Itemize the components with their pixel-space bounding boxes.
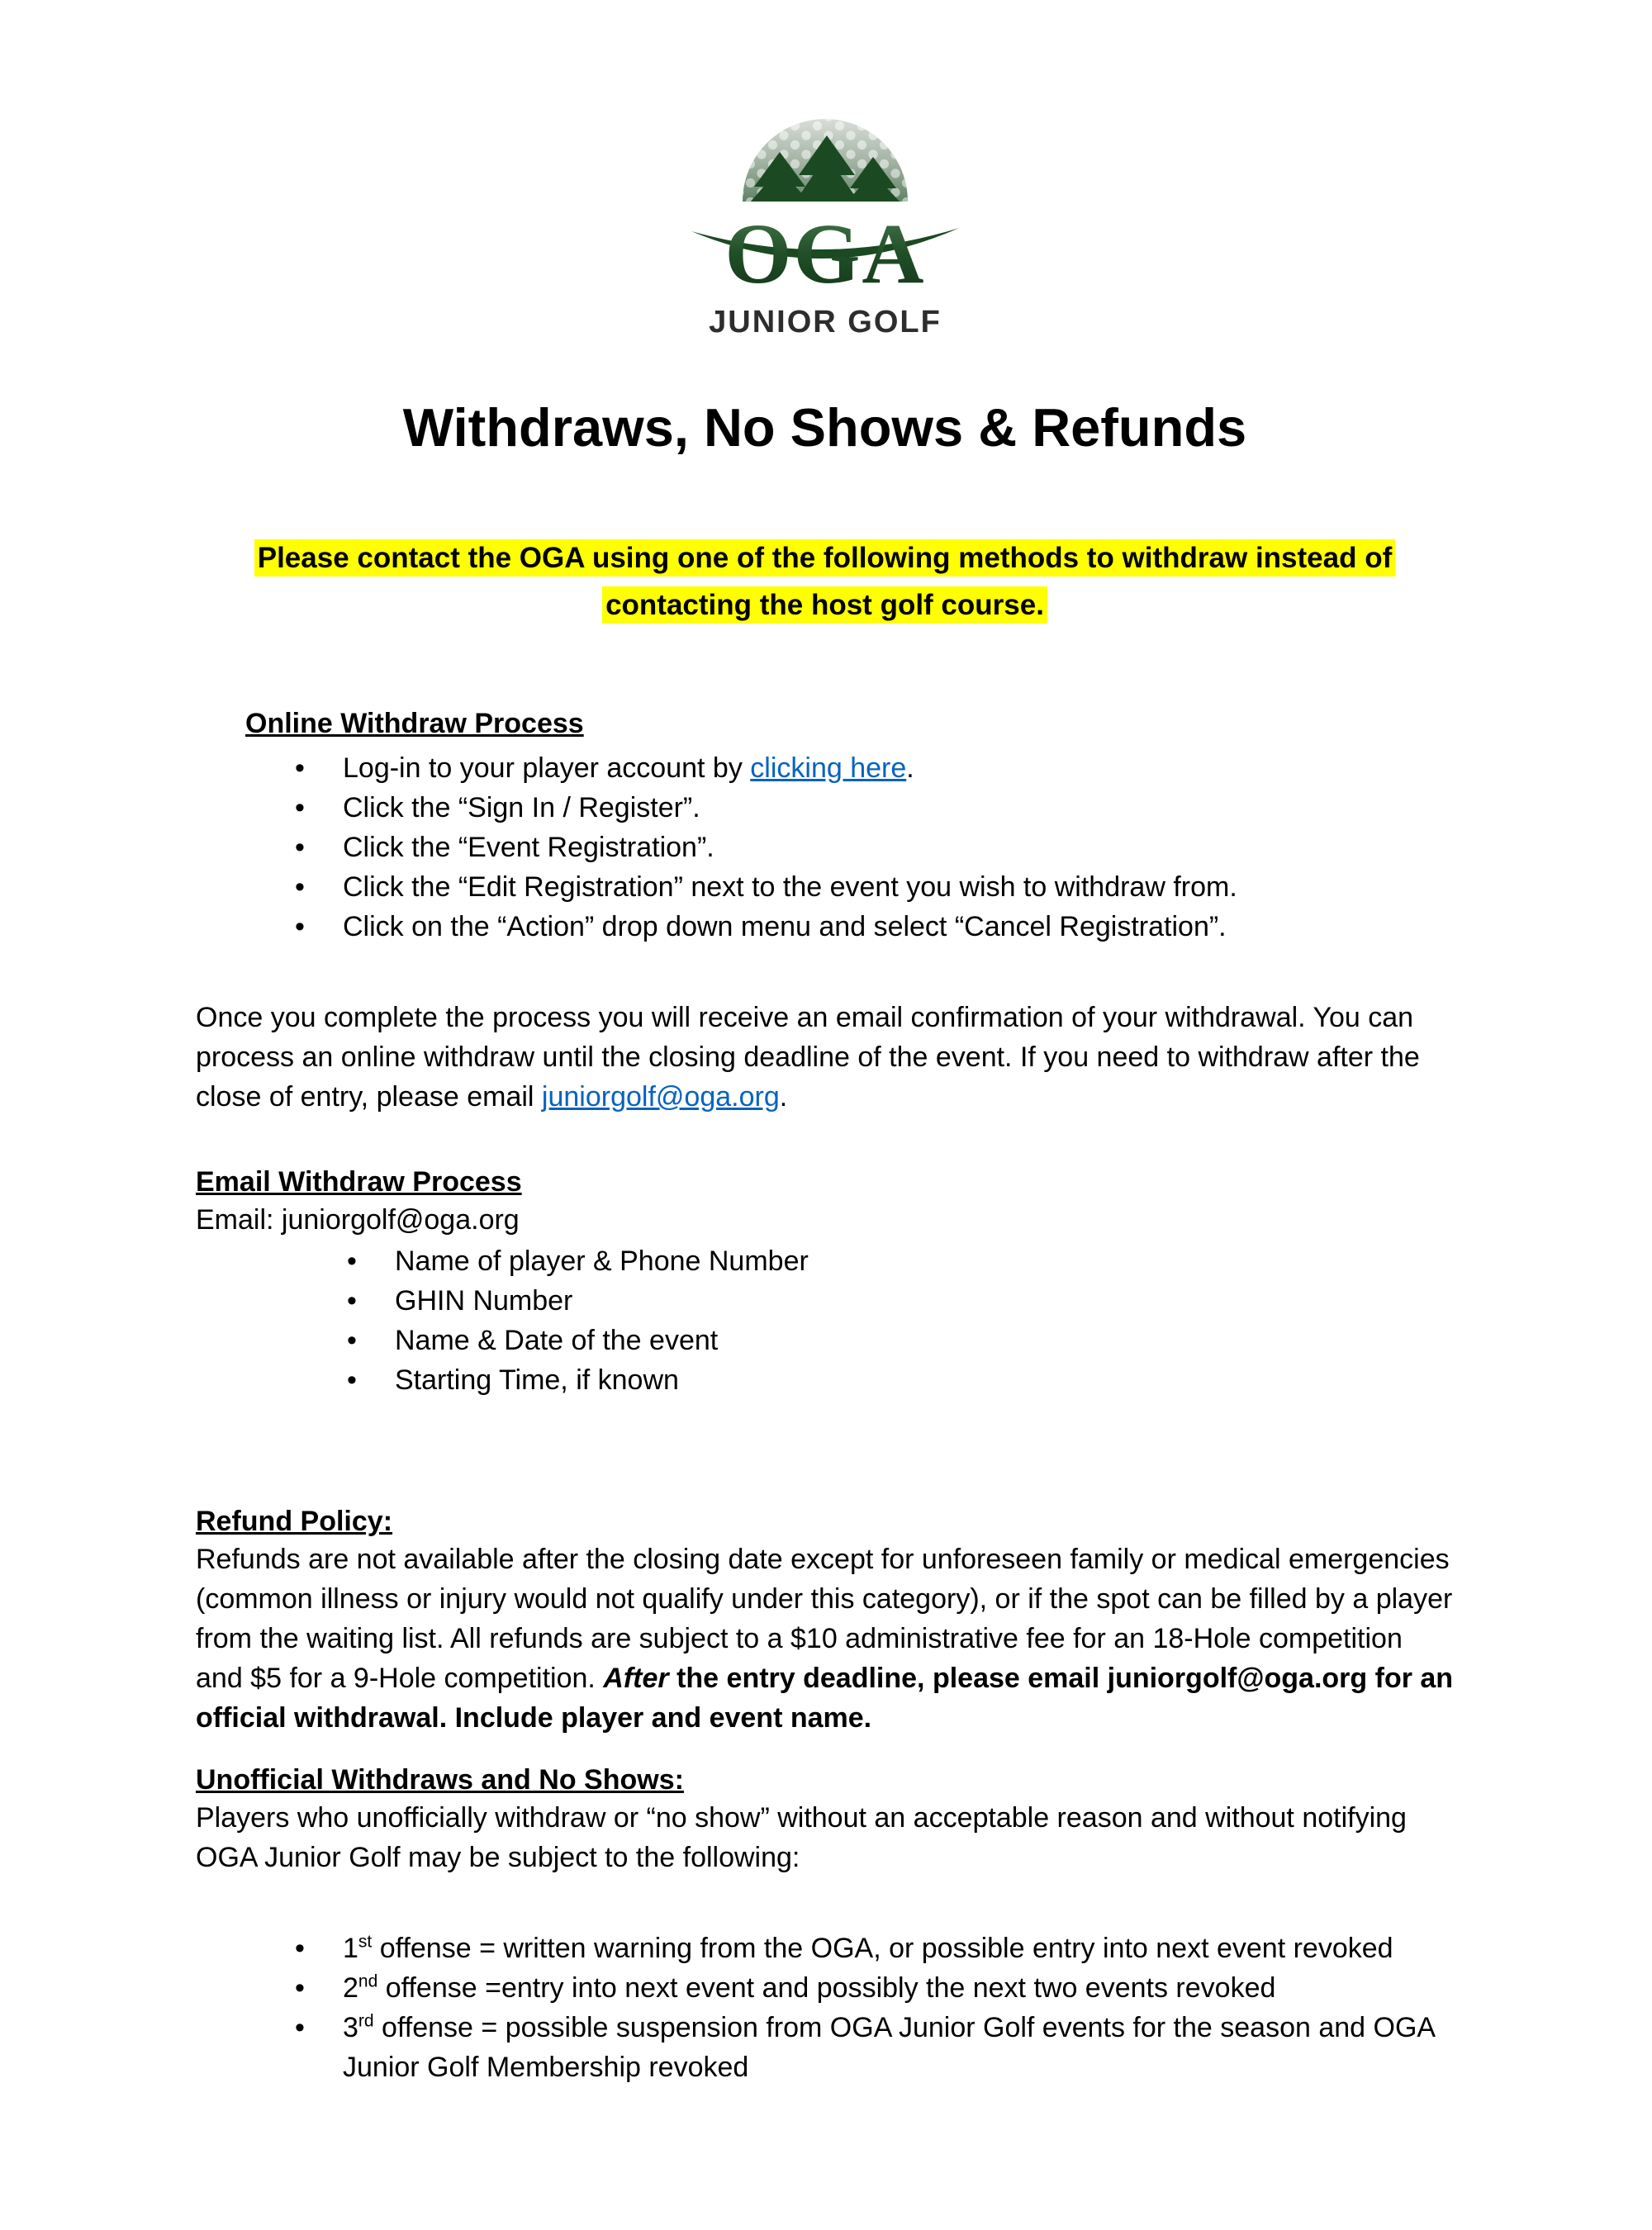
ordinal-suffix: nd: [358, 1971, 378, 1991]
online-withdraw-heading: Online Withdraw Process: [245, 708, 584, 739]
list-item-starting-time: • Starting Time, if known: [347, 1360, 1454, 1400]
offense-list: [295, 1929, 1454, 2087]
bullet-text: Log-in to your player account by: [343, 752, 751, 784]
list-item-ghin: • GHIN Number: [347, 1281, 1454, 1321]
clicking-here-link[interactable]: clicking here: [750, 752, 907, 784]
document-page: [0, 93, 1652, 2087]
email-withdraw-heading: Email Withdraw Process: [196, 1166, 522, 1198]
confirmation-paragraph: [196, 998, 1454, 1117]
list-item-third-offense: [295, 2008, 1454, 2087]
paragraph-text: .: [779, 1081, 788, 1113]
highlighted-notice: [212, 534, 1437, 629]
logo-subtitle-text: JUNIOR GOLF: [708, 305, 942, 339]
offense-text: offense = possible suspension from OGA Junior Golf events for the season and OGA Junior Golf Membership revoked: [343, 2012, 1435, 2083]
email-address-line: Email: juniorgolf@oga.org: [196, 1204, 520, 1236]
paragraph-text: Once you complete the process you will receive an email confirmation of your withdrawal. You can process an online withdraw until the closing deadline of the event. If you need to withdraw after the close of entry, please email: [196, 1002, 1420, 1113]
list-item-login: [295, 748, 1454, 788]
list-item-second-offense: [295, 1968, 1454, 2008]
refund-policy-heading: Refund Policy:: [196, 1506, 393, 1537]
unofficial-intro-paragraph: Players who unofficially withdraw or “no show” without an acceptable reason and without notifying OGA Junior Golf may be subject to the following:: [196, 1802, 1407, 1873]
oga-logo-graphic: [643, 93, 1007, 349]
offense-number: 3: [343, 2012, 358, 2043]
online-withdraw-list: [295, 748, 1454, 947]
oga-junior-golf-logo: [643, 93, 1007, 349]
logo-oga-text: OGA: [724, 206, 925, 301]
offense-text: offense =entry into next event and possibly the next two events revoked: [377, 1972, 1276, 2004]
offense-text: offense = written warning from the OGA, or possible entry into next event revoked: [372, 1933, 1393, 1964]
list-item-event-registration: • Click the “Event Registration”.: [295, 828, 1454, 867]
list-item-cancel-registration: • Click on the “Action” drop down menu and select “Cancel Registration”.: [295, 907, 1454, 947]
offense-number: 1: [343, 1933, 358, 1964]
list-item-sign-in: • Click the “Sign In / Register”.: [295, 788, 1454, 828]
unofficial-withdraws-heading: Unofficial Withdraws and No Shows:: [196, 1764, 684, 1796]
refund-policy-paragraph: [196, 1540, 1454, 1738]
paragraph-text-bold-italic: After: [603, 1663, 669, 1694]
email-withdraw-list: [347, 1241, 1454, 1400]
page-title: Withdraws, No Shows & Refunds: [402, 397, 1247, 458]
list-item-event-name-date: • Name & Date of the event: [347, 1321, 1454, 1360]
paragraph-text: Refunds are not available after the closing date except for unforeseen family or medical emergencies (common illness or injury would not qualify under this category), or if the spot can be filled by a player from the waiting list. All refunds are subject to a $10 administrative fee for an 18-Hole competition and $5 for a 9-Hole competition.: [196, 1544, 1453, 1694]
paragraph-text-bold: the entry deadline, please email juniorgolf@oga.org for an official withdrawal. Include player and event name.: [196, 1663, 1454, 1734]
ordinal-suffix: rd: [358, 2011, 374, 2031]
list-item-player-phone: • Name of player & Phone Number: [347, 1241, 1454, 1281]
list-item-first-offense: [295, 1929, 1454, 1968]
bullet-text: .: [906, 752, 914, 784]
notice-highlight-text: Please contact the OGA using one of the following methods to withdraw instead of contacting the host golf course.: [254, 539, 1396, 624]
offense-number: 2: [343, 1972, 358, 2004]
juniorgolf-email-link[interactable]: juniorgolf@oga.org: [541, 1081, 780, 1113]
ordinal-suffix: st: [358, 1932, 373, 1952]
list-item-edit-registration: • Click the “Edit Registration” next to the event you wish to withdraw from.: [295, 867, 1454, 907]
